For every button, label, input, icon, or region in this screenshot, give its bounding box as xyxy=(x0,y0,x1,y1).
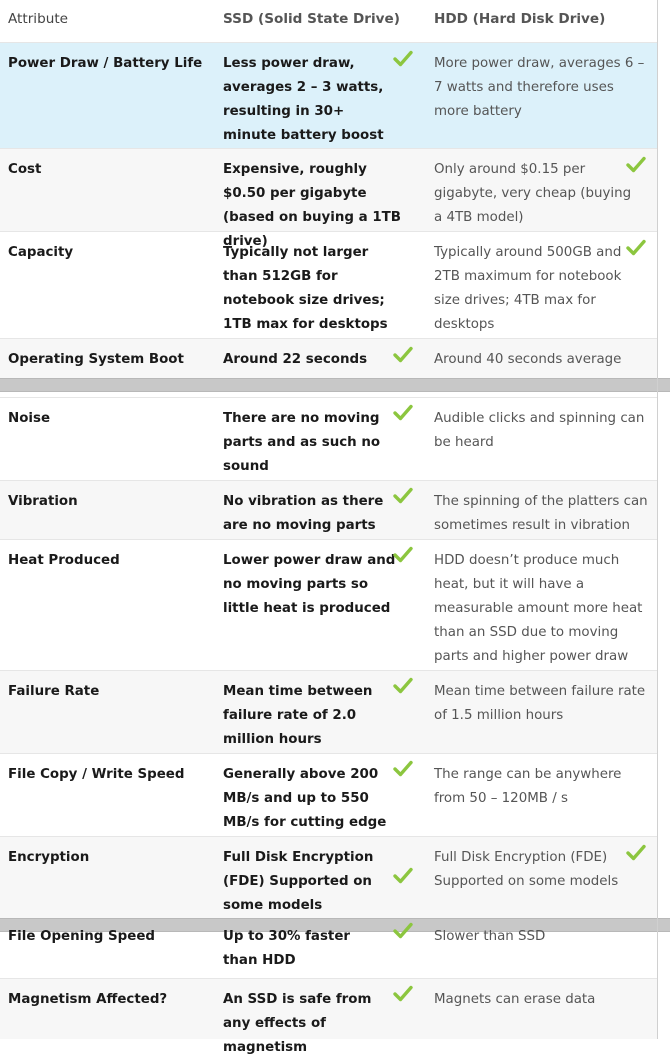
checkmark-icon xyxy=(393,346,413,364)
attribute-cell: Encryption xyxy=(8,850,90,865)
checkmark-icon xyxy=(393,404,413,422)
table-right-border xyxy=(657,0,658,1039)
checkmark-icon xyxy=(393,487,413,505)
ssd-cell: Typically not larger than 512GB for notebook size drives; 1TB max for desktops xyxy=(223,245,388,332)
ssd-cell: Up to 30% faster than HDD xyxy=(223,929,351,968)
attribute-cell: Heat Produced xyxy=(8,553,120,568)
hdd-cell: HDD doesn’t produce much heat, but it will have a measurable amount more heat than an SSD due to moving parts and higher power draw xyxy=(434,553,643,664)
ssd-cell: There are no moving parts and as such no sound xyxy=(223,411,381,474)
table-row xyxy=(0,978,658,1055)
checkmark-icon xyxy=(393,760,413,778)
hdd-cell: Only around $0.15 per gigabyte, very cheap (buying a 4TB model) xyxy=(434,162,632,225)
hdd-cell: More power draw, averages 6 – 7 watts and therefore uses more battery xyxy=(434,56,645,119)
table-row xyxy=(0,836,658,918)
ssd-cell: Generally above 200 MB/s and up to 550 MB/s for cutting edge xyxy=(223,767,387,830)
screenshot-separator xyxy=(0,378,670,392)
table-row xyxy=(0,338,658,378)
ssd-cell: An SSD is safe from any effects of magnetism xyxy=(223,992,372,1055)
attribute-cell: Failure Rate xyxy=(8,684,100,699)
hdd-cell: Slower than SSD xyxy=(434,929,546,944)
attribute-cell: Capacity xyxy=(8,245,74,260)
table-row xyxy=(0,231,658,338)
attribute-cell: Magnetism Affected? xyxy=(8,992,168,1007)
checkmark-icon xyxy=(393,546,413,564)
hdd-cell: Typically around 500GB and 2TB maximum for notebook size drives; 4TB max for desktops xyxy=(434,245,622,332)
attribute-cell: Noise xyxy=(8,411,51,426)
attribute-cell: File Copy / Write Speed xyxy=(8,767,185,782)
ssd-cell: Expensive, roughly $0.50 per gigabyte (based on buying a 1TB drive) xyxy=(223,162,402,249)
table-row xyxy=(0,753,658,836)
table-row xyxy=(0,670,658,753)
table-row xyxy=(0,480,658,539)
header-hdd: HDD (Hard Disk Drive) xyxy=(434,11,606,27)
ssd-cell: Less power draw, averages 2 – 3 watts, resulting in 30+ minute battery boost xyxy=(223,56,384,143)
table-row xyxy=(0,42,658,148)
hdd-cell: The spinning of the platters can sometimes result in vibration xyxy=(434,494,648,533)
table-row xyxy=(0,397,658,480)
attribute-cell: Power Draw / Battery Life xyxy=(8,56,203,71)
ssd-cell: Mean time between failure rate of 2.0 million hours xyxy=(223,684,373,747)
ssd-cell: Lower power draw and no moving parts so little heat is produced xyxy=(223,553,396,616)
attribute-cell: Operating System Boot xyxy=(8,352,184,367)
ssd-cell: Full Disk Encryption (FDE) Supported on some models xyxy=(223,850,374,913)
checkmark-icon xyxy=(393,867,413,885)
checkmark-icon xyxy=(393,985,413,1003)
checkmark-icon xyxy=(626,239,646,257)
attribute-cell: Cost xyxy=(8,162,42,177)
hdd-cell: Mean time between failure rate of 1.5 million hours xyxy=(434,684,646,723)
table-row xyxy=(0,539,658,670)
attribute-cell: File Opening Speed xyxy=(8,929,156,944)
checkmark-icon xyxy=(393,50,413,68)
table-row xyxy=(0,929,658,978)
hdd-cell: The range can be anywhere from 50 – 120MB / s xyxy=(434,767,622,806)
table-row xyxy=(0,148,658,249)
hdd-cell: Full Disk Encryption (FDE) Supported on some models xyxy=(434,850,619,889)
hdd-cell: Magnets can erase data xyxy=(434,992,596,1007)
table-header xyxy=(0,0,658,42)
hdd-cell: Around 40 seconds average xyxy=(434,352,622,367)
checkmark-icon xyxy=(393,922,413,940)
hdd-cell: Audible clicks and spinning can be heard xyxy=(434,411,645,450)
checkmark-icon xyxy=(393,677,413,695)
ssd-cell: Around 22 seconds xyxy=(223,352,368,367)
ssd-cell: No vibration as there are no moving parts xyxy=(223,494,384,533)
checkmark-icon xyxy=(626,156,646,174)
attribute-cell: Vibration xyxy=(8,494,78,509)
header-ssd: SSD (Solid State Drive) xyxy=(223,11,400,27)
header-attribute: Attribute xyxy=(8,11,69,27)
checkmark-icon xyxy=(626,844,646,862)
